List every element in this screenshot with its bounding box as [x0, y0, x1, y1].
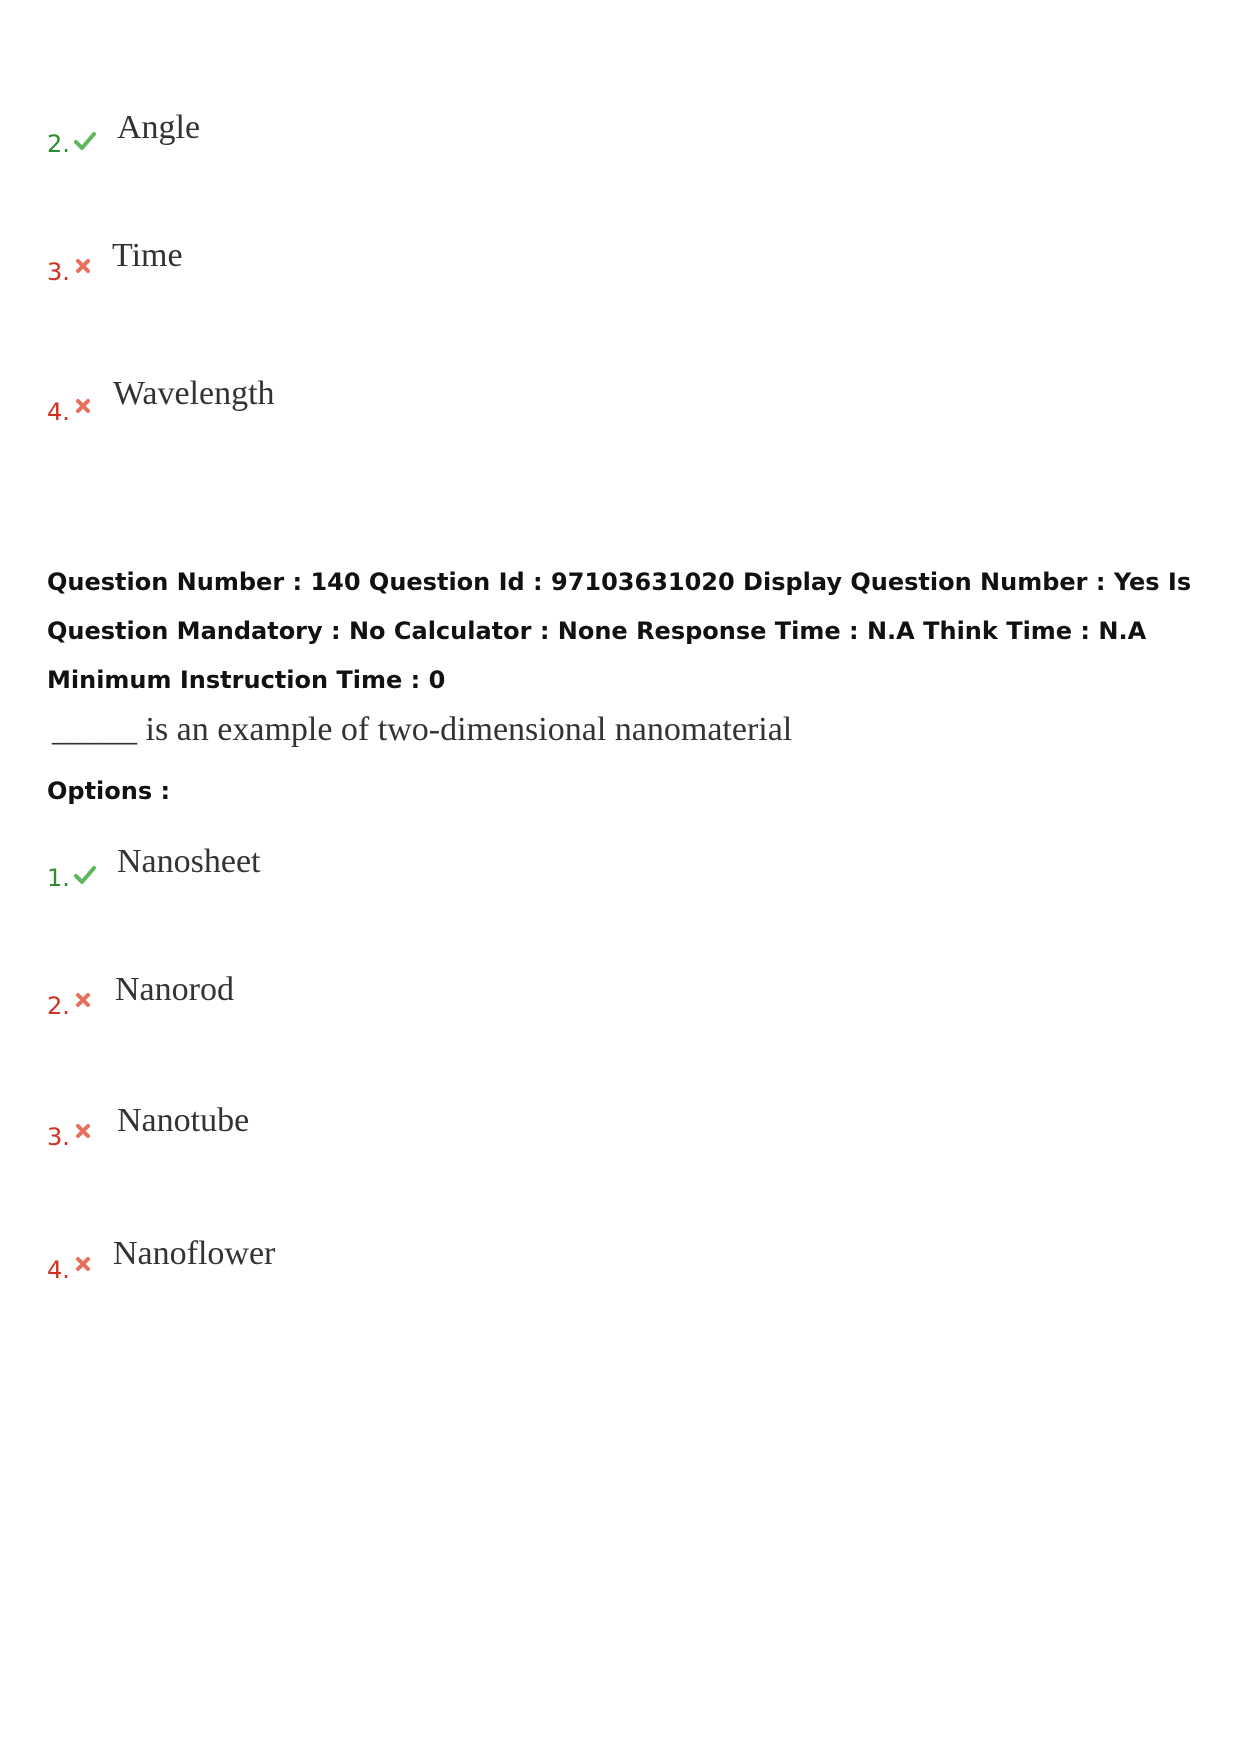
option-text: Angle — [117, 109, 201, 146]
prev-option-3 — [47, 236, 847, 296]
option-text: Nanorod — [115, 971, 234, 1008]
option-text: Time — [112, 237, 183, 274]
option-4 — [47, 1234, 847, 1294]
option-text: Nanosheet — [117, 843, 261, 880]
option-2 — [47, 970, 847, 1030]
cross-icon — [75, 258, 91, 274]
option-number: 4. — [47, 1256, 70, 1284]
option-3 — [47, 1101, 847, 1161]
option-number: 1. — [47, 864, 70, 892]
option-number: 3. — [47, 258, 70, 286]
cross-icon — [75, 398, 91, 414]
prev-option-2 — [47, 108, 847, 168]
question-stem: _____ is an example of two-dimensional nanomaterial — [52, 711, 793, 748]
options-label: Options : — [47, 777, 171, 805]
option-number: 2. — [47, 130, 70, 158]
option-text: Nanotube — [117, 1102, 250, 1139]
cross-icon — [75, 992, 91, 1008]
option-number: 3. — [47, 1123, 70, 1151]
option-number: 4. — [47, 398, 70, 426]
prev-option-4 — [47, 374, 847, 434]
option-text: Wavelength — [113, 375, 275, 412]
option-1 — [47, 842, 847, 902]
check-icon — [74, 864, 96, 886]
option-number: 2. — [47, 992, 70, 1020]
check-icon — [74, 130, 96, 152]
option-text: Nanoflower — [113, 1235, 276, 1272]
cross-icon — [75, 1123, 91, 1139]
question-metadata: Question Number : 140 Question Id : 97103631020 Display Question Number : Yes Is Question Mandatory : No Calculator : None Response Time : N.A Think Time : N.A Minimum Instruction Time : 0 — [47, 568, 1192, 694]
cross-icon — [75, 1256, 91, 1272]
